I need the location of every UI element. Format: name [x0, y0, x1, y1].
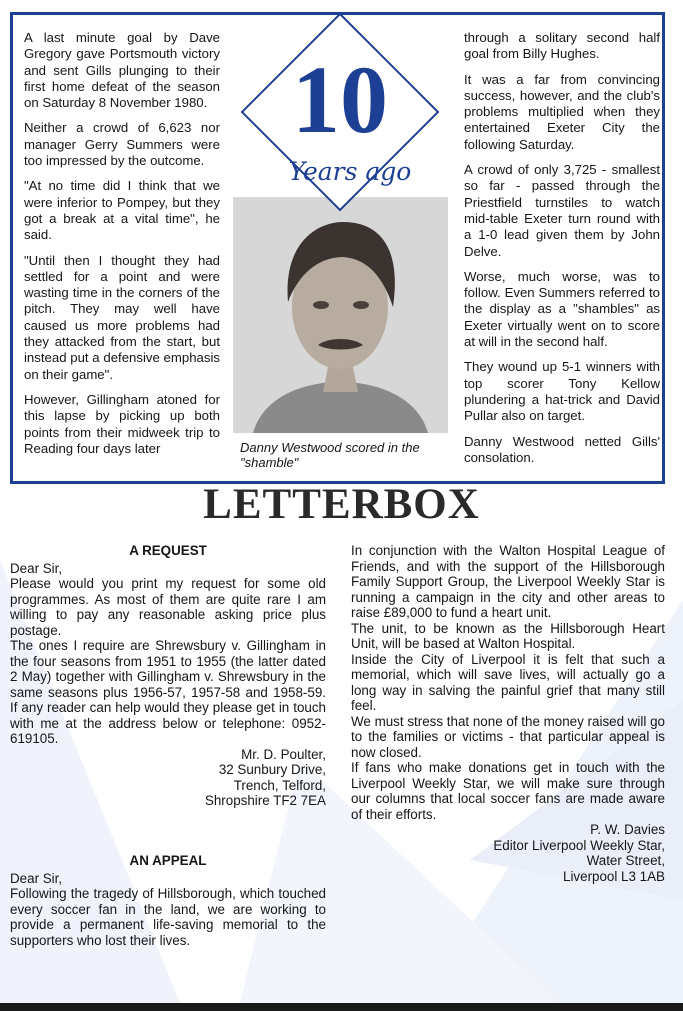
- signature-line: Shropshire TF2 7EA: [204, 793, 326, 808]
- badge-subtitle: Years ago: [288, 157, 412, 186]
- letter-paragraph: Please would you print my request for some old programmes. As most of them are quite rare I am willing to pay any reasonable asking price plus postage.: [10, 576, 326, 638]
- letter-heading: AN APPEAL: [129, 853, 207, 868]
- feature-paragraph: Neither a crowd of 6,623 nor manager Gerry Summers were too impressed by the outcome.: [24, 120, 220, 169]
- feature-left-column: [24, 30, 220, 466]
- letter-signature: [10, 747, 326, 809]
- signature-line: Water Street,: [586, 853, 665, 868]
- letter-appeal: [10, 853, 326, 948]
- page-bottom-border: [0, 1003, 683, 1011]
- feature-paragraph: "At no time did I think that we were inferior to Pompey, but they got a break at a vital time", he said.: [24, 178, 220, 243]
- signature-line: 32 Sunbury Drive,: [218, 762, 326, 777]
- feature-paragraph: A crowd of only 3,725 - smallest so far - passed through the Priestfield turnstiles to watch mid-table Exeter turn round with a 1-0 lead given them by John Delve.: [464, 162, 660, 259]
- letter-heading: A REQUEST: [129, 543, 207, 558]
- badge-number: 10: [292, 46, 388, 153]
- feature-paragraph: It was a far from convincing success, however, and the club's problems multiplied when they entertained Exeter City the following Saturday.: [464, 71, 660, 152]
- letter-paragraph: If fans who make donations get in touch with the Liverpool Weekly Star, we will make sure through our columns that local soccer fans are made aware of their efforts.: [351, 760, 665, 822]
- feature-right-column: [464, 30, 660, 475]
- letter-paragraph: In conjunction with the Walton Hospital League of Friends, and with the support of the Hillsborough Family Support Group, the Liverpool Weekly Star is running a campaign in the city and other areas to raise £89,000 to fund a heart unit.: [351, 543, 665, 620]
- letter-paragraph: Following the tragedy of Hillsborough, which touched every soccer fan in the land, we are working to provide a permanent life-saving memorial to the supporters who lost their lives.: [10, 886, 326, 948]
- feature-paragraph: They wound up 5-1 winners with top scorer Tony Kellow plundering a hat-trick and David Pullar also on target.: [464, 359, 660, 424]
- letter-paragraph: We must stress that none of the money raised will go to the families or victims - that particular appeal is now closed.: [351, 713, 665, 760]
- signature-line: Liverpool L3 1AB: [563, 868, 665, 884]
- letter-paragraph: Inside the City of Liverpool it is felt that such a memorial, which will save lives, will actually go a long way in salving the painful grief that many still feel.: [351, 651, 665, 713]
- feature-paragraph: Worse, much worse, was to follow. Even Summers referred to the display as a "shambles" as Exeter virtually went on to score at will in the second half.: [464, 268, 660, 350]
- feature-paragraph: "Until then I thought they had settled for a point and were wasting time in the corners of the pitch. They may well have caused us more problems had they attacked from the start, but instead put a defensive emphasis on their game".: [24, 252, 220, 382]
- letter-salutation: Dear Sir,: [10, 870, 63, 886]
- player-photo: [233, 197, 448, 433]
- signature-line: Trench, Telford,: [233, 777, 326, 793]
- signature-line: Mr. D. Poulter,: [241, 746, 326, 762]
- letter-request: [10, 543, 326, 809]
- feature-paragraph: A last minute goal by Dave Gregory gave Portsmouth victory and sent Gills plunging to their first home defeat of the season on Saturday 8 November 1980.: [24, 30, 220, 111]
- signature-line: P. W. Davies: [590, 822, 665, 837]
- letter-paragraph: The ones I require are Shrewsbury v. Gillingham in the four seasons from 1951 to 1955 (the latter dated 2 May) together with Gillingham v. Shrewsbury in the same seasons plus 1956-57, 1957-58 and 1958-59. If any reader can help would they please get in touch with me at the address below or telephone: 0952-619105.: [10, 638, 326, 746]
- feature-paragraph: Danny Westwood netted Gills' consolation.: [464, 433, 660, 465]
- letter-signature: [351, 822, 665, 884]
- letter-paragraph: The unit, to be known as the Hillsborough Heart Unit, will be based at Walton Hospital.: [351, 620, 665, 651]
- photo-caption: Danny Westwood scored in the "shamble": [240, 440, 420, 470]
- letter-salutation: Dear Sir,: [10, 560, 63, 576]
- player-portrait-image: [233, 197, 448, 433]
- feature-paragraph: through a solitary second half goal from Billy Hughes.: [464, 30, 660, 62]
- letter-appeal-continued: [351, 543, 665, 884]
- letterbox-title: LETTERBOX: [203, 481, 480, 528]
- ten-years-ago-badge: [240, 12, 440, 212]
- feature-paragraph: However, Gillingham atoned for this lapse by picking up both points from their midweek trip to Reading four days later: [24, 391, 220, 456]
- signature-line: Editor Liverpool Weekly Star,: [493, 837, 665, 853]
